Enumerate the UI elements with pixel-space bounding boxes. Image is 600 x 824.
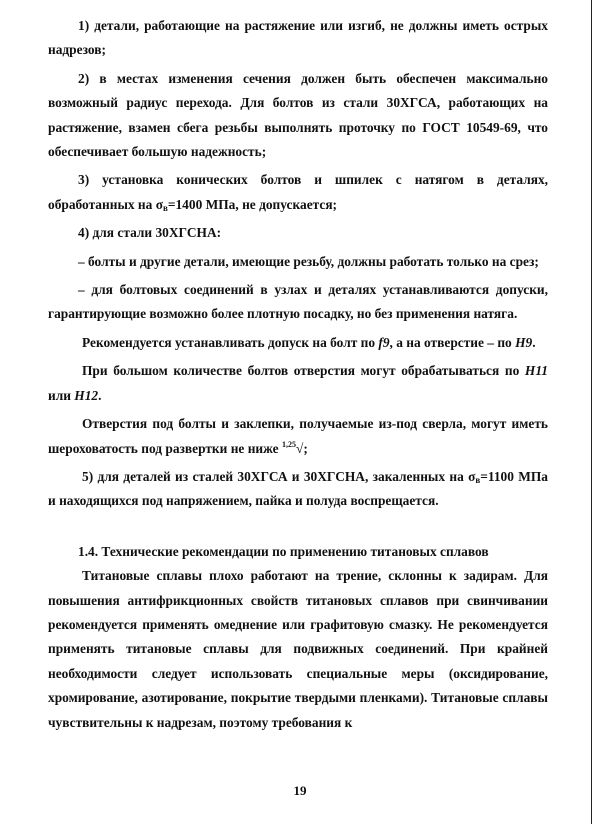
paragraph-10-text-end: =1100 МПа и находящихся под напряжением, пайка и полуда воспрещается. xyxy=(48,468,548,509)
paragraph-10-text: 5) для деталей из сталей 30ХГСА и 30ХГСНА, закаленных на σ xyxy=(82,468,476,484)
tolerance-f9: f9 xyxy=(378,334,390,350)
paragraph-7-text-mid: , а на отверстие – по xyxy=(389,334,516,350)
paragraph-8-text: При большом количестве болтов отверстия могут обрабатываться по xyxy=(82,363,525,379)
roughness-value: 1,25 xyxy=(281,439,296,449)
page-number: 19 xyxy=(293,783,307,798)
paragraph-5: – болты и другие детали, имеющие резьбу, должны работать только на срез; xyxy=(78,253,539,269)
section-body: Титановые сплавы плохо работают на трение, склонны к задирам. Для повышения антифрикционных свойств титановых сплавов при свинчивании рекомендуется применять омеднение или графитовую смазку. Не рекомендуется применять титановые сплавы для подвижных соединений. При крайней необходимости следует использовать специальные меры (оксидирование, хромирование, азотирование, покрытие твердыми пленками). Титановые сплавы чувствительны к надрезам, поэтому требования к xyxy=(48,568,548,730)
paragraph-3-text: 3) установка конических болтов и шпилек с натягом в деталях, обработанных на σ xyxy=(48,172,548,212)
paragraph-9 xyxy=(48,412,548,461)
paragraph-1: 1) детали, работающие на растяжение или изгиб, не должны иметь острых надрезов; xyxy=(48,18,548,58)
sigma-subscript-2: в xyxy=(475,474,481,485)
tolerance-h9: H9 xyxy=(515,334,533,350)
paragraph-8 xyxy=(48,359,548,408)
paragraph-3-text-end: =1400 МПа, не допускается; xyxy=(167,196,338,212)
page-edge-right xyxy=(591,0,592,824)
paragraph-9-text: Отверстия под болты и заклепки, получаемые из-под сверла, могут иметь шероховатость под развертки не ниже xyxy=(48,416,548,456)
paragraph-2: 2) в местах изменения сечения должен быть обеспечен максимально возможный радиус перехода. Для болтов из стали 30ХГСА, работающих на растяжение, взамен сбега резьбы выполнять проточку по ГОСТ 10549-69, что обеспечивает большую надежность; xyxy=(48,70,548,160)
paragraph-7-text: Рекомендуется устанавливать допуск на болт по xyxy=(82,334,379,350)
paragraph-4: 4) для стали 30ХГСНА: xyxy=(78,225,222,241)
paragraph-8-text-end: . xyxy=(98,387,102,403)
sigma-subscript: в xyxy=(162,202,168,213)
section-heading: 1.4. Технические рекомендации по применению титановых сплавов xyxy=(78,543,489,559)
paragraph-7 xyxy=(48,331,548,355)
paragraph-10 xyxy=(48,465,548,514)
tolerance-h12: H12 xyxy=(74,387,99,403)
paragraph-3 xyxy=(48,168,548,217)
roughness-symbol: √; xyxy=(295,440,308,456)
tolerance-h11: H11 xyxy=(524,363,548,379)
paragraph-8-text-mid: или xyxy=(48,387,75,403)
paragraph-7-text-end: . xyxy=(532,334,536,350)
paragraph-6: – для болтовых соединений в узлах и деталях устанавливаются допуски, гарантирующие возможно более плотную посадку, но без применения натяга. xyxy=(48,282,548,322)
